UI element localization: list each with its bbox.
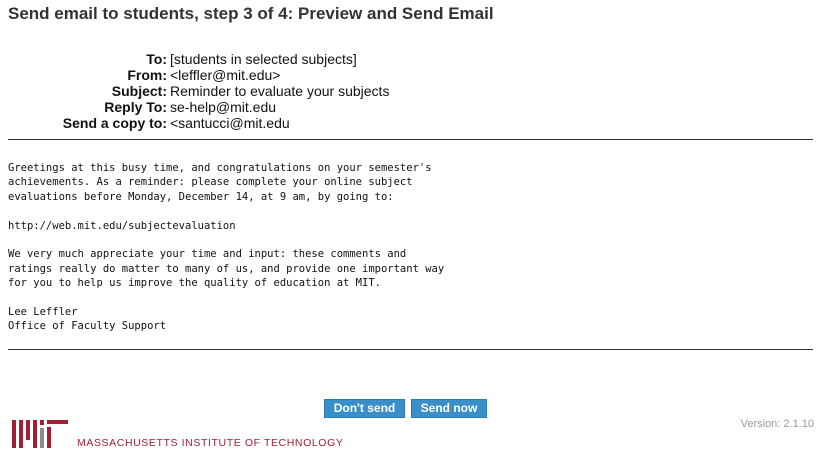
institution-name: MASSACHUSETTS INSTITUTE OF TECHNOLOGY xyxy=(77,437,344,449)
header-row-from xyxy=(0,67,820,83)
header-value-reply-to: se-help@mit.edu xyxy=(170,99,277,115)
email-body: Greetings at this busy time, and congratulations on your semester's achievements. As a reminder: please complete your online subject evaluations before Monday, December 14, at 9 am, by going to: http://web.mit.edu/subjectevaluation We very much appreciate your time and input: these comments and ratings really do matter to many of us, and provide one important way for you to help us improve the quality of education at MIT. Lee Leffler Office of Faculty Support xyxy=(8,162,445,333)
header-row-copy-to xyxy=(0,115,820,131)
header-value-copy-to: <santucci@mit.edu xyxy=(170,115,290,131)
header-value-subject: Reminder to evaluate your subjects xyxy=(170,83,390,99)
send-now-button[interactable]: Send now xyxy=(411,399,487,418)
page-title: Send email to students, step 3 of 4: Preview and Send Email xyxy=(8,4,494,23)
header-value-from: <leffler@mit.edu> xyxy=(170,67,281,83)
header-label-copy-to: Send a copy to: xyxy=(62,115,167,131)
dont-send-button[interactable]: Don't send xyxy=(324,399,405,418)
header-label-to: To: xyxy=(146,51,167,67)
version-label: Version: 2.1.10 xyxy=(740,418,814,430)
header-label-reply-to: Reply To: xyxy=(104,99,167,115)
header-label-subject: Subject: xyxy=(111,83,167,99)
divider-top xyxy=(8,139,813,140)
mit-logo-icon xyxy=(12,420,68,448)
header-row-to xyxy=(0,51,820,67)
header-label-from: From: xyxy=(127,67,167,83)
divider-bottom xyxy=(8,349,813,350)
email-headers xyxy=(0,51,820,131)
header-value-to: [students in selected subjects] xyxy=(170,51,357,67)
header-row-subject xyxy=(0,83,820,99)
header-row-reply-to xyxy=(0,99,820,115)
